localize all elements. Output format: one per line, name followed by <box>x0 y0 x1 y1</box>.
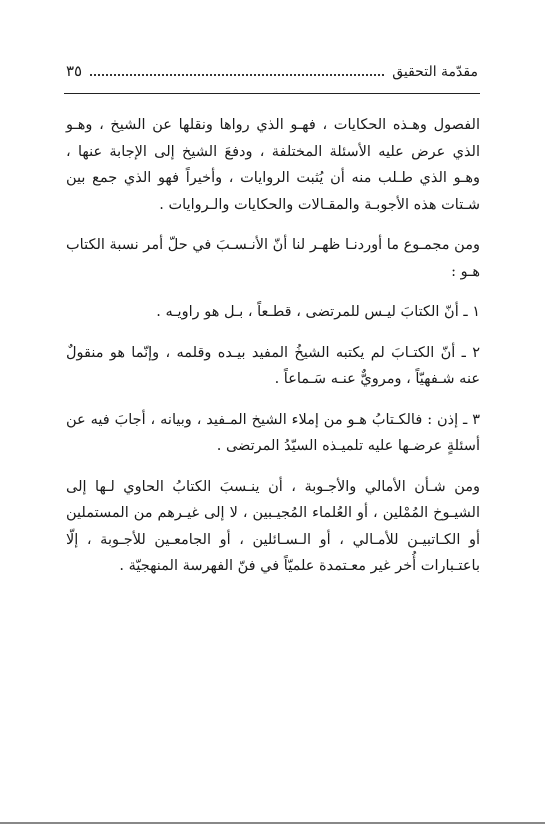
header-title: مقدّمة التحقيق <box>392 64 478 80</box>
paragraph-2: ومن مجمـوع ما أوردنـا ظهـر لنا أنّ الأنـسـبَ في حلّ أمر نسبة الكتاب هـو : <box>66 237 480 280</box>
paragraph-6: ومن شـأن الأمالي والأجـوبة ، أن ينـسبَ الكتابُ الحاوي لـها إلى الشيـوخ المُمْلين ، أو العُلماء المُجيـبين ، لا إلى غيـرهم من المستملين أو الكـاتبيـن للأمـالي ، أو الـسـائلين ، أو الجامعـين للأجـوبة ، إلّا باعتـبارات أُخر غير معـتمدة علميّاً في فنّ الفهرسة المنهجيّة . <box>66 478 480 574</box>
page-number: ٣٥ <box>66 62 83 80</box>
paragraph-1: الفصول وهـذه الحكايات ، فهـو الذي رواها ونقلها عن الشيخ ، وهـو الذي عرض عليه الأسئلة المختلفة ، ودفعَ الشيخ إلى الإجابة عنها ، وهـو الذي طـلب منه أن يُثبت الروايات ، وأخيراً فهو الذي جمع بين شـتات هذه الأجوبـة والمقـالات والحكايات والـروايات . <box>66 117 480 213</box>
header-rule <box>64 93 480 94</box>
paragraph-3: ١ ـ أنّ الكتابَ ليـس للمرتضى ، قطـعاً ، بـل هو راويـه . <box>156 304 480 320</box>
scan-edge-line <box>0 822 545 824</box>
paragraph-4: ٢ ـ أنّ الكتـابَ لم يكتبه الشيخُ المفيد بيـده وقلمه ، وإنّما هو منقولٌ عنه شـفهيّاً ، ومرويٌّ عنـه سَـماعاً . <box>66 344 480 387</box>
header-leader-dots <box>90 62 384 76</box>
running-header <box>66 62 478 88</box>
paragraph-5: ٣ ـ إذن : فالكـتابُ هـو من إملاء الشيخ المـفيد ، وبيانه ، أجابَ فيه عن أسئلةٍ عرضـها عليه تلميـذه السيّدُ المرتضى . <box>66 411 480 454</box>
body-text <box>66 112 480 580</box>
